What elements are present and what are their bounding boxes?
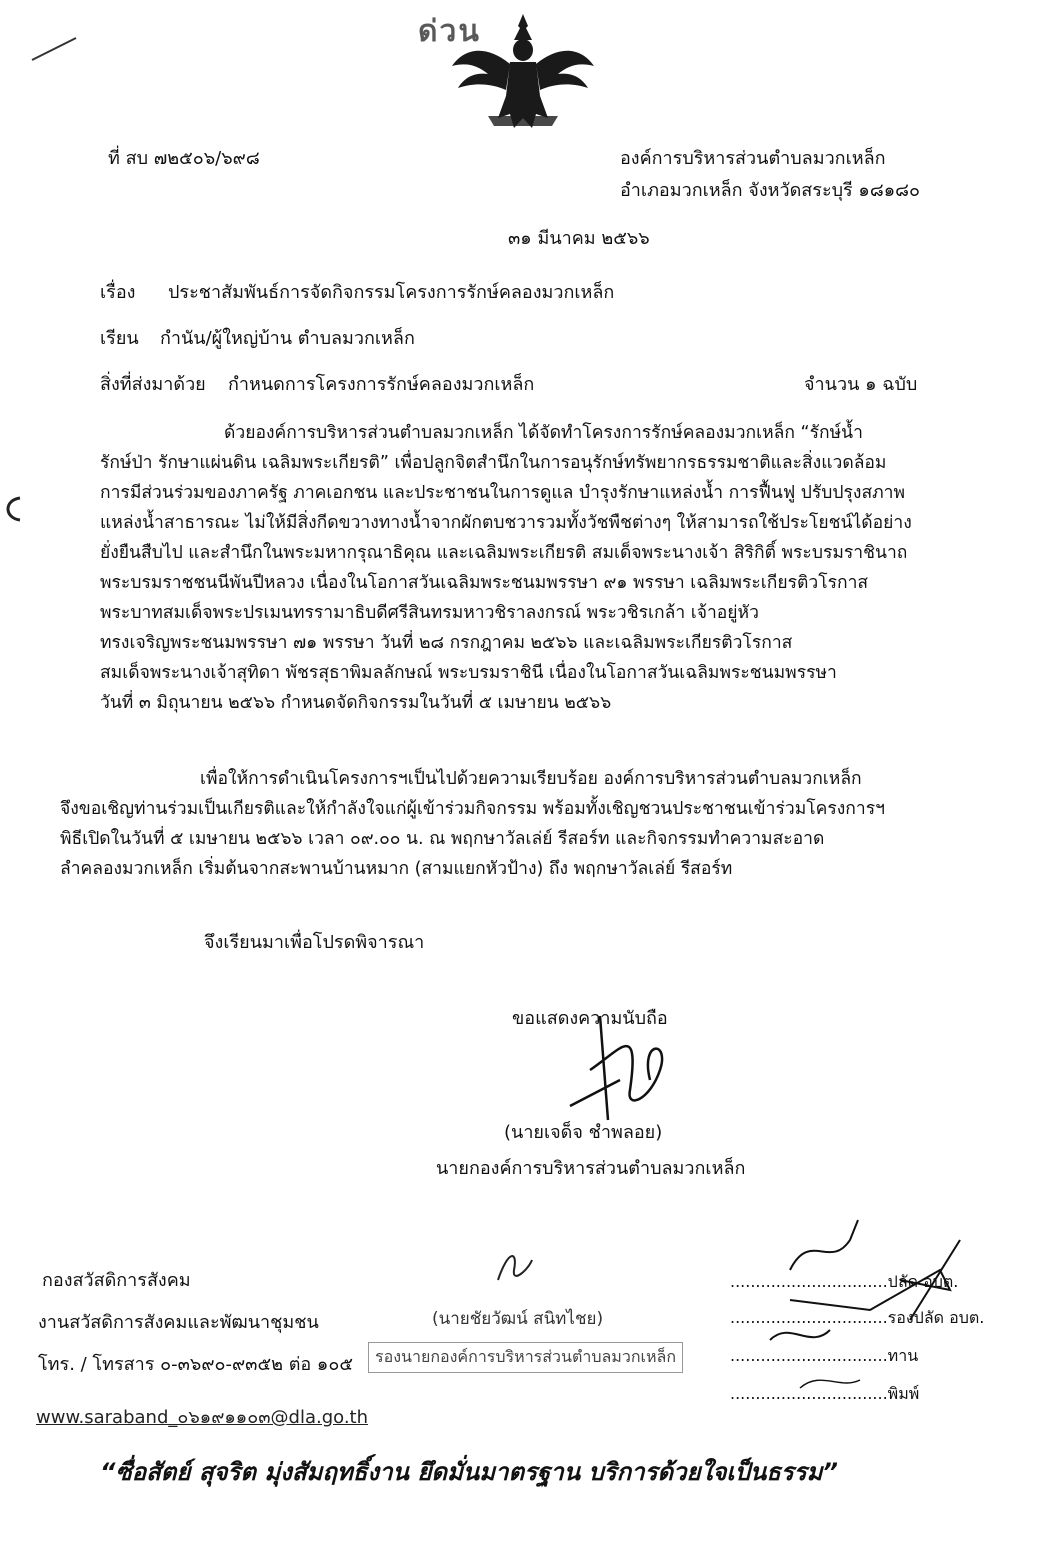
body-line: พระบรมราชชนนีพันปีหลวง เนื่องในโอกาสวันเฉลิมพระชนมพรรษา ๙๑ พรรษา เฉลิมพระเกียรติวโรกาส	[100, 573, 869, 593]
routing-line-2: ...............................รองปลัด อบต.	[730, 1308, 985, 1327]
body-line: ทรงเจริญพระชนมพรรษา ๗๑ พรรษา วันที่ ๒๘ กรกฎาคม ๒๕๖๖ และเฉลิมพระเกียรติวโรกาส	[100, 633, 793, 653]
urgent-stamp: ด่วน	[418, 14, 481, 49]
mayor-signature	[560, 1010, 700, 1130]
body-line: เพื่อให้การดำเนินโครงการฯเป็นไปด้วยความเรียบร้อย องค์การบริหารส่วนตำบลมวกเหล็ก	[200, 769, 862, 789]
org-address: อำเภอมวกเหล็ก จังหวัดสระบุรี ๑๘๑๘๐	[620, 180, 921, 201]
body-line: การมีส่วนร่วมของภาครัฐ ภาคเอกชน และประชาชนในการดูแล บำรุงรักษาแหล่งน้ำ การฟื้นฟู ปรับปรุงสภาพ	[100, 483, 906, 503]
recipient-text: กำนัน/ผู้ใหญ่บ้าน ตำบลมวกเหล็ก	[160, 328, 415, 349]
body-paragraph-2	[60, 764, 990, 884]
garuda-emblem-icon	[448, 6, 598, 136]
subject-text: ประชาสัมพันธ์การจัดกิจกรรมโครงการรักษ์คลองมวกเหล็ก	[168, 282, 615, 303]
scratch-mark	[30, 34, 80, 64]
body-line: พิธีเปิดในวันที่ ๕ เมษายน ๒๕๖๖ เวลา ๐๙.๐๐ น. ณ พฤกษาวัลเล่ย์ รีสอร์ท และกิจกรรมทำความสะอาด	[60, 829, 825, 849]
regards-text: ขอแสดงความนับถือ	[512, 1008, 668, 1029]
enclosure-label: สิ่งที่ส่งมาด้วย	[100, 374, 206, 395]
punch-hole-mark	[0, 494, 24, 524]
routing-line-4: ...............................พิมพ์	[730, 1384, 920, 1403]
signatory-name: (นายเจด็จ ชำพลอย)	[504, 1122, 663, 1143]
body-paragraph-1	[100, 418, 980, 718]
approval-stamp-position: รองนายกองค์การบริหารส่วนตำบลมวกเหล็ก	[368, 1342, 683, 1373]
body-line: ยั่งยืนสืบไป และสำนึกในพระมหากรุณาธิคุณ และเฉลิมพระเกียรติ สมเด็จพระนางเจ้า สิริกิติ์ พระบรมราชินาถ	[100, 543, 908, 563]
body-line: แหล่งน้ำสาธารณะ ไม่ให้มีสิ่งกีดขวางทางน้ำจากผักตบชวารวมทั้งวัชพืชต่างๆ ให้สามารถใช้ประโยชน์ได้อย่าง	[100, 513, 912, 533]
document-number: ที่ สบ ๗๒๕๐๖/๖๙๘	[108, 148, 260, 169]
subject-label: เรื่อง	[100, 282, 136, 303]
body-line: ลำคลองมวกเหล็ก เริ่มต้นจากสะพานบ้านหมาก (สามแยกหัวป้าง) ถึง พฤกษาวัลเล่ย์ รีสอร์ท	[60, 859, 733, 879]
routing-line-1: ...............................ปลัด อบต.	[730, 1272, 959, 1291]
enclosure-text: กำหนดการโครงการรักษ์คลองมวกเหล็ก	[228, 374, 535, 395]
body-line: พระบาทสมเด็จพระปรเมนทรรามาธิบดีศรีสินทรมหาวชิราลงกรณ์ พระวชิรเกล้า เจ้าอยู่หัว	[100, 603, 759, 623]
footer-section: งานสวัสดิการสังคมและพัฒนาชุมชน	[38, 1312, 319, 1333]
footer-email-link[interactable]: www.saraband_๐๖๑๙๑๑๐๓@dla.go.th	[36, 1407, 369, 1428]
recipient-label: เรียน	[100, 328, 139, 349]
footer-phone: โทร. / โทรสาร ๐-๓๖๙๐-๙๓๕๒ ต่อ ๑๐๕	[38, 1354, 353, 1375]
body-line: จึงขอเชิญท่านร่วมเป็นเกียรติและให้กำลังใจแก่ผู้เข้าร่วมกิจกรรม พร้อมทั้งเชิญชวนประชาชนเข้าร่วมโครงการฯ	[60, 799, 885, 819]
routing-line-3: ...............................ทาน	[730, 1346, 919, 1365]
footer-dept: กองสวัสดิการสังคม	[42, 1270, 191, 1291]
body-line: รักษ์ป่า รักษาแผ่นดิน เฉลิมพระเกียรติ” เพื่อปลูกจิตสำนึกในการอนุรักษ์ทรัพยากรธรรมชาติและสิ่งแวดล้อม	[100, 453, 887, 473]
org-name: องค์การบริหารส่วนตำบลมวกเหล็ก	[620, 148, 886, 169]
body-line: ด้วยองค์การบริหารส่วนตำบลมวกเหล็ก ได้จัดทำโครงการรักษ์คลองมวกเหล็ก “รักษ์น้ำ	[224, 423, 863, 443]
letter-date: ๓๑ มีนาคม ๒๕๖๖	[508, 228, 650, 249]
closing-text: จึงเรียนมาเพื่อโปรดพิจารณา	[204, 932, 425, 953]
signatory-title: นายกองค์การบริหารส่วนตำบลมวกเหล็ก	[436, 1158, 746, 1179]
enclosure-count: จำนวน ๑ ฉบับ	[804, 374, 918, 395]
body-line: สมเด็จพระนางเจ้าสุทิดา พัชรสุธาพิมลลักษณ์ พระบรมราชินี เนื่องในโอกาสวันเฉลิมพระชนมพรรษา	[100, 663, 837, 683]
organization-motto: “ซื่อสัตย์ สุจริต มุ่งสัมฤทธิ์งาน ยึดมั่นมาตรฐาน บริการด้วยใจเป็นธรรม”	[100, 1458, 838, 1486]
deputy-signature	[488, 1240, 538, 1294]
approval-stamp-name: (นายชัยวัฒน์ สนิทไชย)	[432, 1309, 604, 1329]
body-line: วันที่ ๓ มิถุนายน ๒๕๖๖ กำหนดจัดกิจกรรมในวันที่ ๕ เมษายน ๒๕๖๖	[100, 693, 612, 713]
